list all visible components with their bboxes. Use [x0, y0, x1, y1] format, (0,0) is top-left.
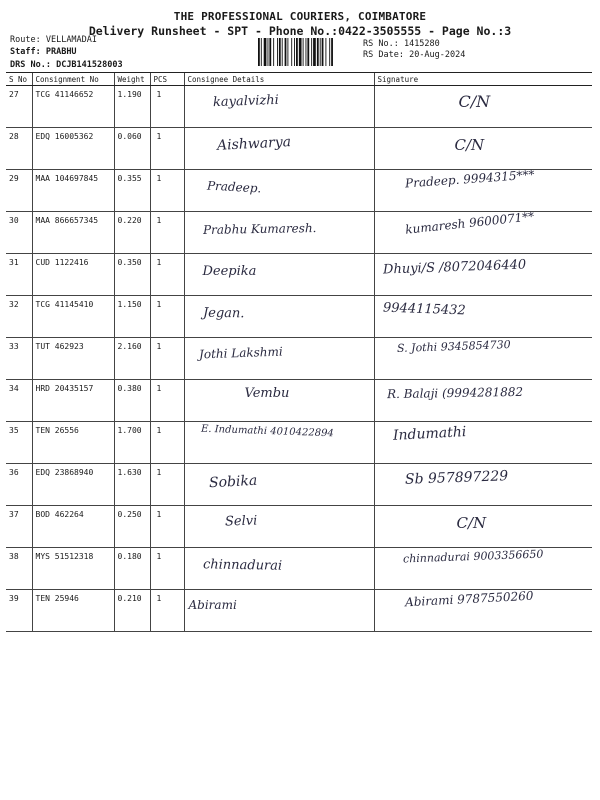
consignment-cell: CUD 1122416: [32, 254, 114, 296]
sno-cell: 37: [6, 506, 32, 548]
consignee-cell: [184, 422, 374, 464]
rs-no-field: [363, 39, 440, 49]
signature-cell: [374, 338, 592, 380]
signature-handwriting: S. Jothi 9345854730: [396, 338, 511, 355]
consignee-cell: [184, 506, 374, 548]
signature-handwriting: C/N: [456, 514, 487, 532]
signature-cell: [374, 167, 592, 212]
consignee-cell: [184, 380, 374, 422]
sno-cell: 31: [6, 254, 32, 296]
weight-cell: 0.380: [114, 380, 150, 422]
rs-date-field: [363, 50, 465, 60]
sno-cell: 36: [6, 464, 32, 506]
weight-cell: 0.180: [114, 548, 150, 590]
table-row: [6, 338, 592, 380]
barcode-icon: [258, 38, 358, 66]
signature-handwriting: 9944115432: [382, 300, 466, 319]
consignment-cell: TUT 462923: [32, 338, 114, 380]
weight-cell: 1.190: [114, 86, 150, 128]
signature-handwriting: chinnadurai 9003356650: [402, 547, 544, 566]
staff-label: Staff:: [10, 47, 41, 57]
table-row: [6, 422, 592, 464]
weight-cell: 0.250: [114, 506, 150, 548]
consignee-cell: [184, 254, 374, 296]
consignee-handwriting: E. Indumathi 4010422894: [200, 423, 334, 440]
signature-handwriting: Abirami 9787550260: [404, 588, 534, 610]
pcs-cell: 1: [150, 590, 184, 632]
pcs-cell: 1: [150, 380, 184, 422]
consignee-cell: [184, 296, 374, 338]
sno-cell: 33: [6, 338, 32, 380]
table-row: [6, 380, 592, 422]
consignee-handwriting: Vembu: [244, 386, 290, 401]
page-title: THE PROFESSIONAL COURIERS, COIMBATORE: [173, 10, 427, 23]
signature-cell: [374, 422, 592, 464]
column-header: Signature: [374, 73, 592, 86]
consignee-cell: [184, 590, 374, 632]
table-row: [6, 464, 592, 506]
consignment-cell: MYS 51512318: [32, 548, 114, 590]
signature-handwriting: Sb 957897229: [404, 468, 508, 488]
table-row: [6, 170, 592, 212]
staff-value: PRABHU: [45, 47, 77, 57]
consignee-handwriting: Sobika: [208, 472, 258, 492]
pcs-cell: 1: [150, 338, 184, 380]
signature-handwriting: R. Balaji (9994281882: [386, 384, 523, 402]
signature-handwriting: C/N: [454, 136, 485, 154]
consignment-cell: MAA 104697845: [32, 170, 114, 212]
weight-cell: 0.060: [114, 128, 150, 170]
consignee-handwriting: Deepika: [202, 264, 257, 279]
signature-cell: [374, 548, 592, 590]
column-header: Consignee Details: [184, 73, 374, 86]
column-header: Consignment No: [32, 73, 114, 86]
weight-cell: 0.210: [114, 590, 150, 632]
signature-cell: [374, 128, 592, 170]
consignment-cell: HRD 20435157: [32, 380, 114, 422]
staff-field: [10, 47, 77, 57]
consignee-handwriting: Selvi: [224, 513, 258, 530]
signature-cell: [374, 86, 592, 128]
pcs-cell: 1: [150, 212, 184, 254]
consignee-cell: [184, 338, 374, 380]
drs-label: DRS No.:: [10, 60, 51, 70]
page-subtitle: Delivery Runsheet - SPT - Phone No.:0422-3505555 - Page No.:3: [88, 24, 512, 38]
signature-cell: [374, 296, 592, 338]
column-header: Weight: [114, 73, 150, 86]
route-label: Route:: [10, 35, 41, 45]
table-row: [6, 506, 592, 548]
weight-cell: 1.700: [114, 422, 150, 464]
table-row: [6, 254, 592, 296]
sno-cell: 38: [6, 548, 32, 590]
table-row: [6, 86, 592, 128]
pcs-cell: 1: [150, 254, 184, 296]
route-field: [10, 35, 97, 45]
consignee-handwriting: kayalvizhi: [212, 92, 279, 111]
consignment-cell: TEN 26556: [32, 422, 114, 464]
pcs-cell: 1: [150, 464, 184, 506]
pcs-cell: 1: [150, 86, 184, 128]
pcs-cell: 1: [150, 128, 184, 170]
consignee-cell: [184, 170, 374, 212]
rs-no-label: RS No.:: [363, 39, 399, 49]
rs-date-value: 20-Aug-2024: [409, 50, 466, 60]
signature-handwriting: Dhuyi/S /8072046440: [382, 257, 526, 278]
sno-cell: 29: [6, 170, 32, 212]
consignment-cell: TCG 41146652: [32, 86, 114, 128]
drs-field: [10, 60, 123, 70]
weight-cell: 1.150: [114, 296, 150, 338]
consignee-handwriting: Jothi Lakshmi: [198, 344, 283, 362]
table-row: [6, 296, 592, 338]
sno-cell: 27: [6, 86, 32, 128]
weight-cell: 1.630: [114, 464, 150, 506]
signature-cell: [374, 590, 592, 632]
weight-cell: 0.350: [114, 254, 150, 296]
weight-cell: 0.220: [114, 212, 150, 254]
signature-handwriting: Indumathi: [392, 424, 467, 444]
table-row: [6, 590, 592, 632]
runsheet-table: [6, 72, 592, 632]
consignee-handwriting: Abirami: [188, 598, 237, 612]
column-header: PCS: [150, 73, 184, 86]
pcs-cell: 1: [150, 506, 184, 548]
table-row: [6, 128, 592, 170]
consignee-handwriting: Pradeep.: [206, 178, 262, 196]
consignment-cell: MAA 866657345: [32, 212, 114, 254]
signature-cell: [374, 464, 592, 506]
table-row: [6, 548, 592, 590]
weight-cell: 0.355: [114, 170, 150, 212]
consignee-cell: [184, 86, 374, 128]
route-value: VELLAMADAI: [45, 35, 98, 45]
consignment-cell: TEN 25946: [32, 590, 114, 632]
signature-cell: [374, 209, 592, 254]
drs-value: DCJB141528003: [56, 60, 123, 70]
signature-cell: [374, 254, 592, 296]
consignment-cell: EDQ 23868940: [32, 464, 114, 506]
consignee-cell: [184, 128, 374, 170]
sno-cell: 30: [6, 212, 32, 254]
consignee-handwriting: Prabhu Kumaresh.: [202, 221, 317, 237]
signature-handwriting: C/N: [458, 92, 491, 111]
consignee-cell: [184, 548, 374, 590]
pcs-cell: 1: [150, 548, 184, 590]
table-header-row: [6, 73, 592, 86]
consignee-cell: [184, 464, 374, 506]
pcs-cell: 1: [150, 296, 184, 338]
sno-cell: 32: [6, 296, 32, 338]
consignee-handwriting: Aishwarya: [216, 134, 291, 154]
pcs-cell: 1: [150, 170, 184, 212]
signature-cell: [374, 506, 592, 548]
consignee-handwriting: Jegan.: [202, 305, 245, 322]
table-row: [6, 212, 592, 254]
sno-cell: 28: [6, 128, 32, 170]
signature-handwriting: kumaresh 9600071**: [404, 209, 535, 237]
pcs-cell: 1: [150, 422, 184, 464]
rs-date-label: RS Date:: [363, 50, 404, 60]
rs-no-value: 1415280: [403, 39, 440, 49]
consignment-cell: EDQ 16005362: [32, 128, 114, 170]
column-header: S No: [6, 73, 32, 86]
consignee-handwriting: chinnadurai: [202, 557, 282, 574]
signature-cell: [374, 380, 592, 422]
weight-cell: 2.160: [114, 338, 150, 380]
consignment-cell: TCG 41145410: [32, 296, 114, 338]
sno-cell: 39: [6, 590, 32, 632]
signature-handwriting: Pradeep. 9994315***: [404, 167, 535, 191]
consignee-cell: [184, 212, 374, 254]
consignment-cell: BOD 462264: [32, 506, 114, 548]
sno-cell: 34: [6, 380, 32, 422]
sno-cell: 35: [6, 422, 32, 464]
